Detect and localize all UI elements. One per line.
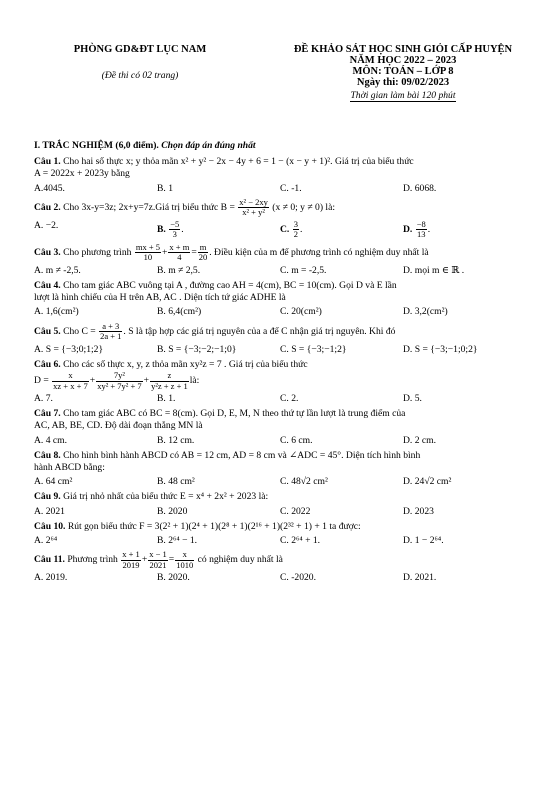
options bbox=[34, 506, 526, 518]
option-c[interactable]: C. 2022 bbox=[280, 505, 311, 517]
fraction: $\frac{\text{x² − 2xy}}{\text{x² + y²}}$ bbox=[239, 196, 268, 218]
subject: MÔN: TOÁN – LỚP 8 bbox=[352, 66, 454, 77]
question-number: Câu 7. bbox=[34, 408, 61, 420]
option-c[interactable]: C. $\frac{3}{2}$ . bbox=[280, 218, 303, 240]
question-number: Câu 1. bbox=[34, 156, 61, 168]
question-number: Câu 5. bbox=[34, 325, 61, 337]
fraction: $\frac{x}{xz + x + 7}$ bbox=[53, 370, 88, 391]
fraction: $\frac{mx + 5}{10}$ bbox=[135, 241, 160, 263]
option-b[interactable]: B. 1 bbox=[157, 182, 173, 194]
options bbox=[34, 435, 526, 447]
option-d[interactable]: D. mọi m ∈ ℝ . bbox=[403, 264, 465, 276]
question-number: Câu 3. bbox=[34, 247, 61, 259]
question-1 bbox=[34, 156, 526, 195]
question-text-2: . S là tập hợp các giá trị nguyên của a để C nhận giá trị nguyên. Khi đó bbox=[123, 325, 396, 337]
option-d[interactable]: D. 2023 bbox=[403, 505, 434, 517]
question-number: Câu 4. bbox=[34, 280, 61, 292]
question-number: Câu 9. bbox=[34, 491, 61, 503]
option-d[interactable]: D. $\frac{-8}{13}$ . bbox=[403, 218, 431, 240]
option-d[interactable]: D. 24√2 cm² bbox=[403, 476, 452, 488]
question-text: Giá trị nhỏ nhất của biểu thức E = x⁴ + 2x² + 2023 là: bbox=[63, 491, 269, 503]
question-2 bbox=[34, 198, 526, 240]
option-a[interactable]: A. m ≠ -2,5. bbox=[34, 264, 81, 276]
question-text: Cho hình bình hành ABCD có AB = 12 cm, AD = 8 cm và ∠ADC = 45°. Diện tích hình bình bbox=[63, 449, 421, 461]
option-a[interactable]: A. 2021 bbox=[34, 505, 65, 517]
question-number: Câu 11. bbox=[34, 554, 65, 566]
fraction: $\frac{x}{1010}$ bbox=[176, 549, 194, 570]
question-text: Rút gọn biểu thức F = 3(2² + 1)(2⁴ + 1)(2⁸ + 1)(2¹⁶ + 1)(2³² + 1) + 1 ta được: bbox=[67, 520, 361, 532]
fraction: $\frac{x + 1}{2019}$ bbox=[122, 549, 140, 570]
section-title: I. TRẮC NGHIỆM (6,0 điểm). Chọn đáp án đúng nhất bbox=[34, 140, 256, 151]
options bbox=[34, 265, 526, 277]
option-d[interactable]: D. 6068. bbox=[403, 182, 437, 194]
option-b[interactable]: B. 2⁶⁴ − 1. bbox=[157, 535, 198, 547]
fraction: $\frac{a + 3}{2a + 1}$ bbox=[100, 320, 122, 342]
option-b[interactable]: B. 2020 bbox=[157, 505, 188, 517]
time-limit: Thời gian làm bài 120 phút bbox=[350, 90, 456, 101]
question-7 bbox=[34, 408, 526, 447]
question-3: Câu 3. Cho phương trình $\frac{mx + 5}{10}$ + $\frac{x + m}{4}$ = $\frac{m}{20}$ . Điều kiện của m để phương trình có nghiệm duy nhất là A. m ≠ -2,5. B. m ≠ 2,5. C. m = -2,5. D. mọi m ∈ ℝ . bbox=[34, 243, 526, 277]
options bbox=[34, 220, 526, 240]
option-b[interactable]: B. $\frac{-5}{3}$ . bbox=[157, 218, 184, 240]
option-b[interactable]: B. 12 cm. bbox=[157, 434, 195, 446]
fraction: $\frac{x + m}{4}$ bbox=[169, 241, 190, 263]
option-a[interactable]: A. 7. bbox=[34, 393, 53, 405]
option-c[interactable]: C. -1. bbox=[280, 182, 302, 194]
question-text-2: A = 2022x + 2023y bằng bbox=[34, 168, 130, 180]
question-text-2: AC, AB, BE, CD. Độ dài đoạn thẳng MN là bbox=[34, 420, 203, 432]
question-text-2: (x ≠ 0; y ≠ 0) là: bbox=[272, 202, 336, 214]
option-b[interactable]: B. 2020. bbox=[157, 572, 190, 584]
options bbox=[34, 535, 526, 547]
option-c[interactable]: C. 48√2 cm² bbox=[280, 476, 328, 488]
options bbox=[34, 183, 526, 195]
option-a[interactable]: A. 1,6(cm²) bbox=[34, 306, 79, 318]
question-text: Cho phương trình bbox=[63, 247, 132, 259]
header-right bbox=[268, 44, 538, 102]
options bbox=[34, 306, 526, 318]
options bbox=[34, 476, 526, 488]
question-8 bbox=[34, 450, 526, 489]
question-text: Phương trình bbox=[67, 554, 118, 566]
options bbox=[34, 393, 526, 405]
option-a[interactable]: A. 64 cm² bbox=[34, 476, 73, 488]
question-5 bbox=[34, 322, 526, 356]
option-a[interactable]: A. 2⁶⁴ bbox=[34, 535, 58, 547]
questions bbox=[34, 140, 526, 584]
question-text: Cho C = bbox=[63, 325, 96, 337]
option-a[interactable]: A. 4 cm. bbox=[34, 434, 68, 446]
question-10 bbox=[34, 521, 526, 547]
exam-title: ĐỀ KHẢO SÁT HỌC SINH GIỎI CẤP HUYỆN bbox=[293, 44, 513, 55]
option-b[interactable]: B. 1. bbox=[157, 393, 176, 405]
option-c[interactable]: C. 6 cm. bbox=[280, 434, 313, 446]
fraction: $\frac{\text{7y²}}{\text{xy² + 7y² + 7}}$ bbox=[97, 370, 142, 391]
question-11: Câu 11. Phương trình $\frac{x + 1}{2019}$ + $\frac{x - 1}{2021}$ = $\frac{x}{1010}$ có nghiệm duy nhất là A. 2019. B. 2020. C. -2020. D. 2021. bbox=[34, 550, 526, 584]
question-text-2: hành ABCD bằng: bbox=[34, 462, 105, 474]
option-d[interactable]: D. 1 − 2⁶⁴. bbox=[403, 535, 444, 547]
option-d[interactable]: D. 5. bbox=[403, 393, 422, 405]
question-number: Câu 6. bbox=[34, 358, 61, 370]
fraction: $\frac{z}{\text{y²z + z + 1}}$ bbox=[151, 370, 188, 391]
exam-date: Ngày thi: 09/02/2023 bbox=[356, 77, 450, 88]
option-b[interactable]: B. 48 cm² bbox=[157, 476, 195, 488]
option-a[interactable]: A. 2019. bbox=[34, 572, 68, 584]
fraction: $\frac{x - 1}{2021}$ bbox=[149, 549, 167, 570]
option-a[interactable]: A. −2. bbox=[34, 219, 59, 231]
option-c[interactable]: C. 20(cm²) bbox=[280, 306, 322, 318]
option-c[interactable]: C. S = {−3;−1;2} bbox=[280, 343, 347, 355]
option-d[interactable]: D. 2021. bbox=[403, 572, 437, 584]
question-number: Câu 10. bbox=[34, 520, 66, 532]
option-b[interactable]: B. 6,4(cm²) bbox=[157, 306, 202, 318]
question-text: Cho tam giác ABC vuông tại A , đường cao AH = 4(cm), BC = 10(cm). Gọi D và E lần bbox=[63, 280, 397, 292]
options bbox=[34, 572, 526, 584]
question-text: Cho tam giác ABC có BC = 8(cm). Gọi D, E, M, N theo thứ tự lần lượt là trung điểm của bbox=[63, 408, 406, 420]
question-6: Câu 6. Cho các số thực x, y, z thỏa mãn xy²z = 7 . Giá trị của biểu thức D = $\frac{x}{xz + x + 7}$ + $\frac{\text{7y²}}{\text{xy² + 7y² + 7}}$ + $\frac{z}{\text{y²z + z + 1}}$ là: A. 7. B. 1. C. 2. D. 5. bbox=[34, 359, 526, 405]
question-text: Cho 3x-y=3z; 2x+y=7z.Giá trị biểu thức B = bbox=[63, 202, 235, 214]
question-text-2: có nghiệm duy nhất là bbox=[197, 554, 283, 566]
option-d[interactable]: D. 3,2(cm²) bbox=[403, 306, 448, 318]
option-c[interactable]: C. -2020. bbox=[280, 572, 316, 584]
option-a[interactable]: A.4045. bbox=[34, 182, 65, 194]
question-text: Cho các số thực x, y, z thỏa mãn xy²z = 7 . Giá trị của biểu thức bbox=[63, 358, 308, 370]
school-year: NĂM HỌC 2022 – 2023 bbox=[349, 55, 457, 66]
option-b[interactable]: B. m ≠ 2,5. bbox=[157, 264, 201, 276]
question-number: Câu 8. bbox=[34, 449, 61, 461]
option-a[interactable]: A. S = {−3;0;1;2} bbox=[34, 343, 104, 355]
option-c[interactable]: C. m = -2,5. bbox=[280, 264, 327, 276]
question-9 bbox=[34, 491, 526, 517]
question-text-2: . Điều kiện của m để phương trình có nghiệm duy nhất là bbox=[209, 247, 429, 259]
option-b[interactable]: B. S = {−3;−2;−1;0} bbox=[157, 343, 237, 355]
question-number: Câu 2. bbox=[34, 202, 61, 214]
option-c[interactable]: C. 2. bbox=[280, 393, 299, 405]
pages-note: (Đề thi có 02 trang) bbox=[101, 70, 179, 81]
option-d[interactable]: D. 2 cm. bbox=[403, 434, 437, 446]
question-text: Cho hai số thực x; y thỏa mãn x² + y² − 2x − 4y + 6 = 1 − (x − y + 1)². Giá trị của biểu thức bbox=[63, 156, 414, 168]
org-name: PHÒNG GD&ĐT LỤC NAM bbox=[73, 44, 207, 55]
question-4 bbox=[34, 280, 526, 319]
fraction: $\frac{m}{20}$ bbox=[198, 241, 208, 263]
question-text-2: lượt là hình chiếu của H trên AB, AC . Diện tích tứ giác ADHE là bbox=[34, 292, 286, 304]
option-c[interactable]: C. 2⁶⁴ + 1. bbox=[280, 535, 321, 547]
options bbox=[34, 344, 526, 356]
option-d[interactable]: D. S = {−3;−1;0;2} bbox=[403, 343, 478, 355]
header-left bbox=[40, 44, 240, 81]
